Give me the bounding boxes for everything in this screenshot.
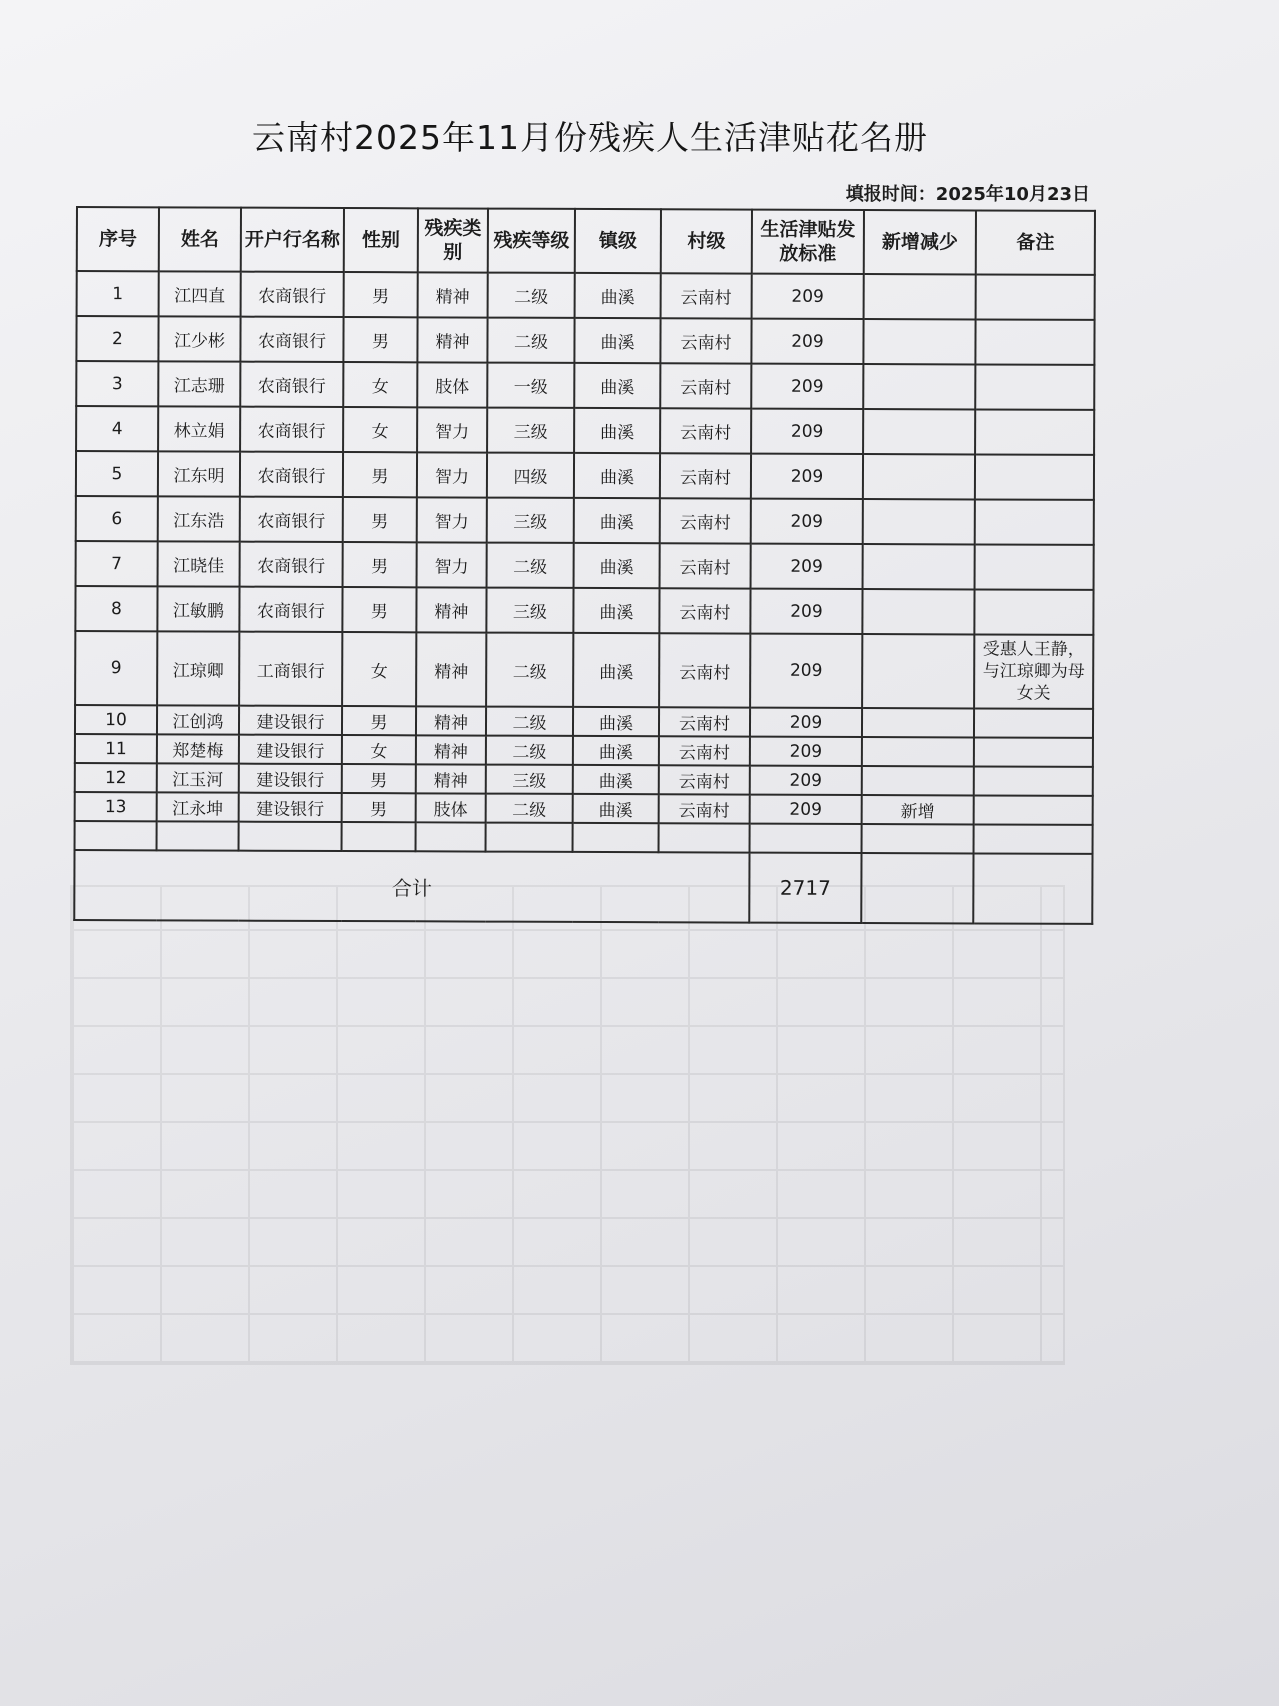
cell-bank: 农商银行 (240, 407, 343, 452)
cell-amount: 209 (750, 766, 862, 795)
cell-type: 精神 (416, 632, 486, 706)
cell-bank: 农商银行 (240, 497, 343, 542)
empty-cell (239, 822, 342, 851)
cell-type: 智力 (417, 452, 487, 497)
empty-cell (973, 853, 1092, 923)
cell-gender: 男 (342, 587, 416, 632)
cell-name: 江永坤 (157, 792, 239, 821)
cell-change (862, 589, 974, 634)
cell-grade: 三级 (486, 765, 573, 794)
table-row (75, 586, 1093, 635)
cell-amount: 209 (750, 737, 862, 766)
cell-gender: 男 (343, 452, 417, 497)
table-row (76, 496, 1094, 545)
cell-grade: 二级 (487, 318, 574, 363)
cell-type: 精神 (416, 735, 486, 764)
cell-amount: 209 (750, 589, 862, 634)
cell-type: 精神 (416, 587, 486, 632)
cell-no: 1 (77, 271, 159, 316)
table-row (76, 541, 1094, 590)
cell-bank: 建设银行 (239, 793, 342, 822)
fill-date: 填报时间：2025年10月23日 (845, 184, 1090, 205)
cell-note (975, 499, 1094, 544)
cell-name: 江玉河 (157, 763, 239, 792)
cell-grade: 三级 (486, 588, 573, 633)
cell-town: 曲溪 (573, 765, 659, 794)
cell-no: 10 (75, 705, 157, 734)
cell-bank: 建设银行 (239, 735, 342, 764)
cell-note (975, 409, 1094, 454)
cell-change (863, 364, 975, 409)
cell-type: 精神 (416, 764, 486, 793)
cell-change (862, 634, 974, 708)
cell-no: 4 (76, 406, 158, 451)
cell-bank: 农商银行 (240, 362, 343, 407)
cell-grade: 三级 (487, 408, 574, 453)
cell-grade: 二级 (487, 543, 574, 588)
cell-note (975, 364, 1094, 409)
cell-amount: 209 (751, 544, 863, 589)
cell-town: 曲溪 (574, 408, 660, 453)
cell-gender: 男 (342, 706, 416, 735)
cell-village: 云南村 (661, 273, 752, 318)
cell-gender: 男 (343, 542, 417, 587)
cell-village: 云南村 (660, 498, 751, 543)
cell-grade: 二级 (486, 707, 573, 736)
cell-grade: 四级 (487, 453, 574, 498)
cell-bank: 建设银行 (239, 706, 342, 735)
cell-amount: 209 (750, 708, 862, 737)
cell-type: 精神 (418, 272, 488, 317)
cell-no: 2 (76, 316, 158, 361)
cell-village: 云南村 (659, 765, 750, 794)
cell-name: 江琼卿 (157, 631, 239, 705)
total-row (74, 850, 1092, 924)
cell-note (974, 766, 1093, 795)
cell-bank: 农商银行 (241, 272, 344, 317)
cell-note: 受惠人王静，与江琼卿为母女关 (974, 634, 1093, 708)
header-cell: 残疾类别 (418, 208, 488, 272)
cell-name: 江志珊 (158, 361, 240, 406)
cell-town: 曲溪 (573, 588, 659, 633)
cell-grade: 三级 (487, 498, 574, 543)
cell-village: 云南村 (659, 794, 750, 823)
cell-name: 江敏鹏 (157, 586, 239, 631)
cell-town: 曲溪 (574, 453, 660, 498)
cell-no: 12 (75, 763, 157, 792)
cell-town: 曲溪 (573, 633, 659, 707)
cell-change: 新增 (862, 795, 974, 824)
header-cell: 村级 (661, 209, 752, 273)
cell-type: 肢体 (417, 362, 487, 407)
cell-change (863, 499, 975, 544)
cell-amount: 209 (750, 795, 862, 824)
cell-change (863, 409, 975, 454)
cell-bank: 农商银行 (240, 452, 343, 497)
cell-no: 13 (75, 792, 157, 821)
table-row (76, 361, 1094, 410)
cell-town: 曲溪 (574, 498, 660, 543)
cell-town: 曲溪 (574, 318, 660, 363)
cell-gender: 女 (343, 407, 417, 452)
cell-change (862, 708, 974, 737)
cell-amount: 209 (751, 499, 863, 544)
header-cell: 镇级 (575, 209, 661, 273)
cell-no: 9 (75, 631, 157, 705)
empty-cell (862, 824, 974, 853)
cell-name: 江东明 (158, 451, 240, 496)
cell-note (974, 737, 1093, 766)
empty-cell (750, 824, 862, 853)
cell-type: 精神 (417, 317, 487, 362)
cell-note (976, 274, 1095, 319)
cell-no: 3 (76, 361, 158, 406)
bleed-through-table (70, 885, 1065, 1365)
cell-town: 曲溪 (573, 736, 659, 765)
cell-no: 8 (75, 586, 157, 631)
cell-change (864, 274, 976, 319)
empty-cell (486, 823, 573, 852)
cell-type: 智力 (417, 497, 487, 542)
cell-village: 云南村 (659, 736, 750, 765)
header-cell: 生活津贴发放标准 (752, 210, 864, 274)
cell-town: 曲溪 (574, 363, 660, 408)
cell-village: 云南村 (660, 363, 751, 408)
empty-cell (974, 824, 1093, 853)
table-row (76, 316, 1094, 365)
cell-change (863, 544, 975, 589)
cell-gender: 男 (342, 764, 416, 793)
cell-note (975, 319, 1094, 364)
cell-note (974, 708, 1093, 737)
cell-village: 云南村 (660, 453, 751, 498)
cell-type: 智力 (417, 407, 487, 452)
cell-gender: 女 (342, 632, 416, 706)
cell-type: 肢体 (416, 793, 486, 822)
cell-gender: 男 (342, 793, 416, 822)
cell-no: 6 (76, 496, 158, 541)
empty-cell (573, 823, 659, 852)
cell-town: 曲溪 (573, 707, 659, 736)
header-row (77, 207, 1095, 275)
cell-type: 精神 (416, 706, 486, 735)
table-row (75, 705, 1093, 738)
cell-note (975, 544, 1094, 589)
cell-grade: 二级 (486, 794, 573, 823)
table-row (75, 763, 1093, 796)
cell-change (862, 766, 974, 795)
cell-grade: 一级 (487, 363, 574, 408)
cell-gender: 男 (343, 497, 417, 542)
cell-bank: 建设银行 (239, 764, 342, 793)
cell-town: 曲溪 (574, 543, 660, 588)
cell-grade: 二级 (486, 633, 573, 707)
header-cell: 备注 (976, 210, 1095, 274)
cell-bank: 农商银行 (240, 317, 343, 362)
cell-note (974, 589, 1093, 634)
empty-cell (861, 853, 973, 923)
table-row (76, 451, 1094, 500)
empty-cell (416, 822, 486, 851)
table-row (77, 271, 1095, 320)
cell-name: 江四直 (159, 271, 241, 316)
total-amount: 2717 (749, 853, 861, 923)
cell-no: 7 (76, 541, 158, 586)
cell-gender: 女 (343, 362, 417, 407)
document-title: 云南村2025年11月份残疾人生活津贴花名册 (252, 118, 928, 157)
empty-row (75, 821, 1093, 854)
header-cell: 性别 (344, 208, 418, 272)
empty-cell (659, 823, 750, 852)
cell-name: 江创鸿 (157, 705, 239, 734)
table-row (75, 734, 1093, 767)
cell-change (863, 319, 975, 364)
cell-bank: 工商银行 (239, 632, 342, 706)
cell-name: 江晓佳 (158, 541, 240, 586)
cell-amount: 209 (751, 364, 863, 409)
cell-note (974, 795, 1093, 824)
cell-gender: 男 (344, 272, 418, 317)
cell-no: 5 (76, 451, 158, 496)
table-row (75, 792, 1093, 825)
cell-grade: 二级 (486, 736, 573, 765)
cell-village: 云南村 (660, 408, 751, 453)
cell-town: 曲溪 (575, 273, 661, 318)
cell-grade: 二级 (488, 273, 575, 318)
cell-bank: 农商银行 (239, 587, 342, 632)
empty-cell (342, 822, 416, 851)
cell-village: 云南村 (659, 588, 750, 633)
table-row (76, 406, 1094, 455)
cell-note (975, 454, 1094, 499)
header-cell: 姓名 (159, 207, 241, 271)
cell-village: 云南村 (659, 707, 750, 736)
cell-amount: 209 (752, 274, 864, 319)
empty-cell (157, 821, 239, 850)
cell-amount: 209 (751, 409, 863, 454)
cell-gender: 女 (342, 735, 416, 764)
header-cell: 序号 (77, 207, 159, 271)
cell-village: 云南村 (660, 543, 751, 588)
cell-amount: 209 (750, 634, 862, 708)
cell-name: 江少彬 (158, 316, 240, 361)
header-cell: 残疾等级 (488, 209, 575, 273)
cell-type: 智力 (417, 542, 487, 587)
cell-town: 曲溪 (573, 794, 659, 823)
cell-bank: 农商银行 (240, 542, 343, 587)
cell-amount: 209 (751, 454, 863, 499)
cell-name: 林立娟 (158, 406, 240, 451)
cell-change (862, 737, 974, 766)
cell-gender: 男 (343, 317, 417, 362)
subsidy-roster-table (73, 206, 1096, 925)
empty-cell (75, 821, 157, 850)
table-row (75, 631, 1093, 709)
cell-village: 云南村 (659, 633, 750, 707)
total-label: 合计 (74, 850, 749, 923)
header-cell: 开户行名称 (241, 208, 344, 272)
cell-name: 郑楚梅 (157, 734, 239, 763)
cell-village: 云南村 (660, 318, 751, 363)
cell-name: 江东浩 (158, 496, 240, 541)
cell-amount: 209 (751, 319, 863, 364)
cell-change (863, 454, 975, 499)
cell-no: 11 (75, 734, 157, 763)
header-cell: 新增减少 (864, 210, 976, 274)
